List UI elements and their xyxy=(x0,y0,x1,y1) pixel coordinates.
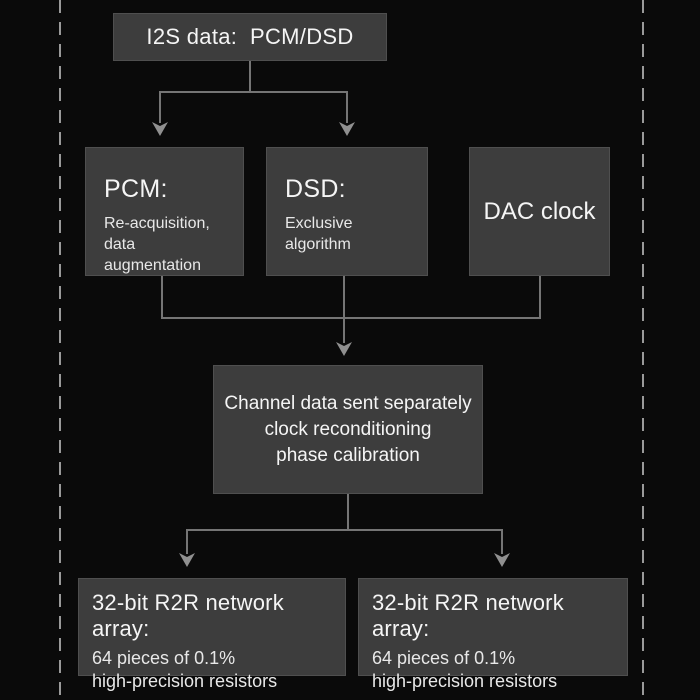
r2r-left-line-2: high-precision resistors xyxy=(92,671,278,691)
r2r-array-left-box xyxy=(78,578,346,691)
dsd-line-1: Exclusive algorithm xyxy=(285,215,353,253)
channel-line-3: phase calibration xyxy=(276,444,420,466)
r2r-right-line-1: 64 pieces of 0.1% xyxy=(372,648,516,668)
r2r-right-line-2: high-precision resistors xyxy=(372,671,558,691)
dac-clock-box xyxy=(469,147,610,276)
i2s-data-label: I2S data: PCM/DSD xyxy=(146,24,354,49)
r2r-left-line-1: 64 pieces of 0.1% xyxy=(92,648,236,668)
arrow-down-icon xyxy=(339,122,355,136)
r2r-array-right-box xyxy=(358,578,628,691)
i2s-data-box xyxy=(113,13,387,61)
arrow-down-icon xyxy=(336,342,352,356)
dsd-box xyxy=(266,147,428,276)
dac-clock-label: DAC clock xyxy=(483,197,596,225)
arrow-down-icon xyxy=(494,553,510,567)
channel-line-1: Channel data sent separately xyxy=(224,392,472,414)
arrow-down-icon xyxy=(152,122,168,136)
pcm-title: PCM: xyxy=(104,175,168,203)
r2r-left-title: 32-bit R2R network array: xyxy=(92,590,284,641)
pcm-line-1: Re-acquisition, xyxy=(104,215,210,232)
arrow-down-icon xyxy=(179,553,195,567)
channel-processing-box xyxy=(213,365,483,494)
channel-line-2: clock reconditioning xyxy=(264,418,432,440)
dsd-title: DSD: xyxy=(285,175,346,203)
pcm-box xyxy=(85,147,244,276)
r2r-right-title: 32-bit R2R network array: xyxy=(372,590,564,641)
pcm-line-2: data augmentation xyxy=(104,236,201,274)
